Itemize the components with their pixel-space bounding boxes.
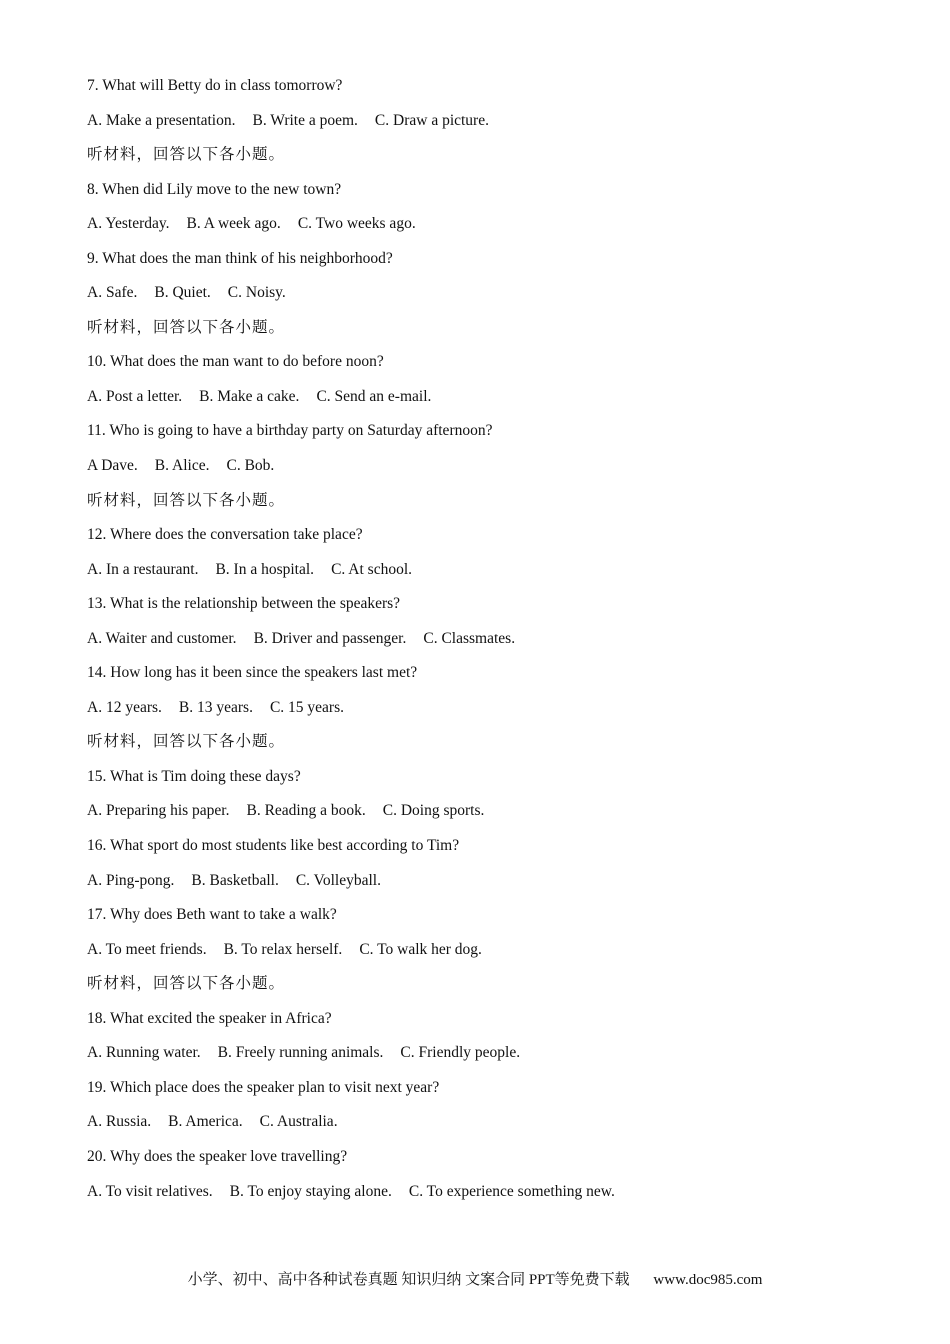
answer-option: C. At school.	[331, 560, 413, 578]
question-text: 10. What does the man want to do before noon?	[87, 353, 384, 371]
answer-option: A. Yesterday.	[87, 215, 170, 233]
answer-options	[87, 279, 887, 314]
answer-options	[87, 452, 887, 487]
answer-option: A. Safe.	[87, 284, 138, 302]
question-text: 13. What is the relationship between the speakers?	[87, 595, 401, 613]
listening-instruction: 听材料，回答以下各小题。	[87, 318, 286, 336]
question-text: 18. What excited the speaker in Africa?	[87, 1009, 332, 1027]
answer-options	[87, 1039, 887, 1074]
question-list	[87, 72, 887, 1212]
answer-option: B. Make a cake.	[199, 387, 300, 405]
answer-option: A. Waiter and customer.	[87, 629, 237, 647]
answer-options	[87, 625, 887, 660]
question-text: 9. What does the man think of his neighborhood?	[87, 249, 393, 267]
answer-option: A. Russia.	[87, 1113, 152, 1131]
answer-options	[87, 867, 887, 902]
answer-options	[87, 1178, 887, 1213]
answer-option: C. Australia.	[259, 1113, 338, 1131]
answer-option: C. To walk her dog.	[359, 940, 482, 958]
answer-option: C. Friendly people.	[400, 1044, 521, 1062]
answer-option: C. Noisy.	[227, 284, 286, 302]
answer-option: C. Send an e-mail.	[316, 387, 432, 405]
answer-option: B. To relax herself.	[223, 940, 343, 958]
answer-option: B. Write a poem.	[252, 111, 358, 129]
answer-option: C. Two weeks ago.	[297, 215, 416, 233]
question-text: 15. What is Tim doing these days?	[87, 767, 301, 785]
answer-options	[87, 797, 887, 832]
listening-instruction: 听材料，回答以下各小题。	[87, 975, 286, 993]
answer-options	[87, 694, 887, 729]
answer-option: A Dave.	[87, 457, 138, 475]
answer-option: C. To experience something new.	[408, 1182, 615, 1200]
question-text: 11. Who is going to have a birthday party on Saturday afternoon?	[87, 422, 493, 440]
listening-instruction: 听材料，回答以下各小题。	[87, 491, 286, 509]
answer-option: C. 15 years.	[269, 698, 344, 716]
answer-option: B. To enjoy staying alone.	[229, 1182, 392, 1200]
answer-option: A. To meet friends.	[87, 940, 207, 958]
answer-option: A. 12 years.	[87, 698, 162, 716]
answer-option: C. Volleyball.	[295, 871, 381, 889]
listening-instruction: 听材料，回答以下各小题。	[87, 146, 286, 164]
answer-option: A. Running water.	[87, 1044, 201, 1062]
question-text: 19. Which place does the speaker plan to visit next year?	[87, 1078, 440, 1096]
answer-option: B. Alice.	[154, 457, 210, 475]
answer-option: B. Basketball.	[191, 871, 279, 889]
answer-option: B. 13 years.	[178, 698, 253, 716]
answer-options	[87, 936, 887, 971]
answer-option: C. Bob.	[226, 457, 275, 475]
answer-option: A. Ping-pong.	[87, 871, 175, 889]
page-footer	[0, 1266, 950, 1294]
answer-option: B. A week ago.	[186, 215, 281, 233]
question-text: 14. How long has it been since the speakers last met?	[87, 664, 418, 682]
listening-instruction: 听材料，回答以下各小题。	[87, 733, 286, 751]
answer-options	[87, 107, 887, 142]
answer-options	[87, 210, 887, 245]
answer-options	[87, 1108, 887, 1143]
answer-option: A. Preparing his paper.	[87, 802, 230, 820]
answer-option: B. Reading a book.	[246, 802, 366, 820]
answer-options	[87, 383, 887, 418]
footer-site-link[interactable]: www.doc985.com	[653, 1272, 763, 1288]
question-text: 17. Why does Beth want to take a walk?	[87, 906, 337, 924]
answer-options	[87, 556, 887, 591]
answer-option: A. To visit relatives.	[87, 1182, 213, 1200]
answer-option: A. In a restaurant.	[87, 560, 199, 578]
question-text: 8. When did Lily move to the new town?	[87, 180, 342, 198]
answer-option: C. Classmates.	[423, 629, 516, 647]
answer-option: B. Driver and passenger.	[253, 629, 407, 647]
question-text: 7. What will Betty do in class tomorrow?	[87, 77, 343, 94]
answer-option: C. Draw a picture.	[374, 111, 489, 129]
answer-option: B. In a hospital.	[215, 560, 315, 578]
answer-option: C. Doing sports.	[382, 802, 485, 820]
footer-text: 小学、初中、高中各种试卷真题 知识归纳 文案合同 PPT等免费下载	[187, 1272, 630, 1288]
answer-option: B. Freely running animals.	[217, 1044, 384, 1062]
answer-option: A. Make a presentation.	[87, 111, 236, 129]
question-text: 20. Why does the speaker love travelling?	[87, 1147, 348, 1165]
answer-option: B. America.	[168, 1113, 243, 1131]
answer-option: A. Post a letter.	[87, 387, 183, 405]
answer-option: B. Quiet.	[154, 284, 211, 302]
question-text: 16. What sport do most students like best according to Tim?	[87, 837, 460, 855]
question-text: 12. Where does the conversation take place?	[87, 526, 363, 544]
